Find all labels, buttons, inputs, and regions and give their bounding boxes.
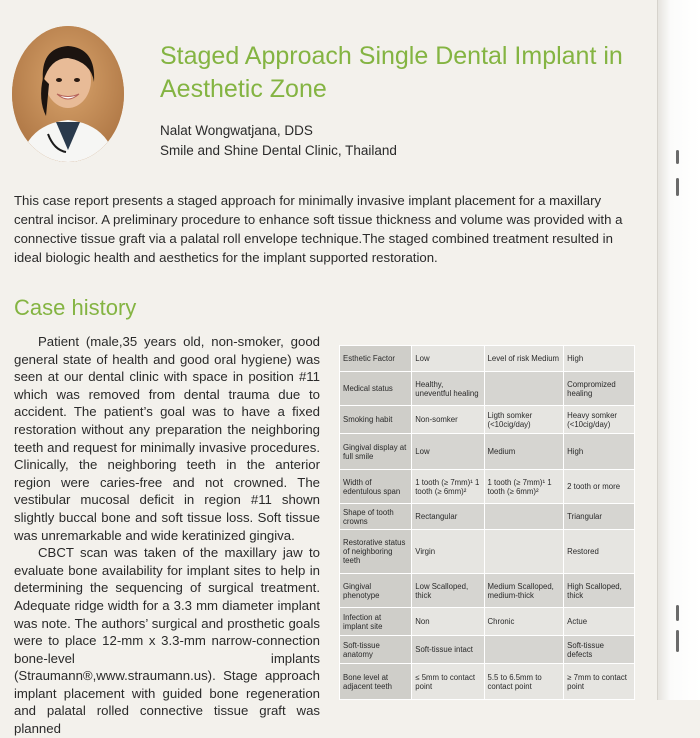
table-cell bbox=[484, 636, 564, 664]
table-cell: 5.5 to 6.5mm to contact point bbox=[484, 664, 564, 700]
table-cell: High bbox=[564, 346, 635, 372]
body-paragraph: CBCT scan was taken of the maxillary jaw to evaluate bone availability for implant sites to help in determining the sequencing of surgical treatment. Adequate ridge width for a 3.3 mm diameter implant was note. The authors’ surgical and prosthetic goals were to place 12-mm x 3.3-mm narrow-connection bone-level implants (Straumann®,www.straumann.us). Stage approach implant placement with guided bone regeneration and palatal rolled connective tissue graft was planned bbox=[14, 545, 320, 737]
table-cell bbox=[484, 504, 564, 530]
case-history-body bbox=[14, 333, 320, 738]
binding-mark bbox=[676, 630, 679, 652]
table-cell: Restorative status of neighboring teeth bbox=[340, 530, 412, 574]
table-row bbox=[340, 574, 635, 608]
table-cell: Heavy somker (<10cig/day) bbox=[564, 406, 635, 434]
table-cell: Shape of tooth crowns bbox=[340, 504, 412, 530]
table-cell: Healthy, uneventful healing bbox=[412, 372, 484, 406]
table-row bbox=[340, 664, 635, 700]
table-row bbox=[340, 346, 635, 372]
section-heading: Case history bbox=[14, 295, 137, 320]
table-cell: High bbox=[564, 434, 635, 470]
table-cell: Actue bbox=[564, 608, 635, 636]
table-cell bbox=[484, 530, 564, 574]
table-cell: 1 tooth (≥ 7mm)¹ 1 tooth (≥ 6mm)² bbox=[412, 470, 484, 504]
table-cell: Virgin bbox=[412, 530, 484, 574]
table-cell: 2 tooth or more bbox=[564, 470, 635, 504]
abstract: This case report presents a staged approach for minimally invasive implant placement for a maxillary central incisor. A preliminary procedure to enhance soft tissue thickness and volume was provided with a connective tissue graft via a palatal roll envelope technique.The staged combined treatment resulted in ideal biologic health and aesthetics for the implant supported restoration. bbox=[14, 193, 623, 265]
author-block bbox=[160, 121, 397, 161]
page-edge bbox=[657, 0, 700, 700]
table-row bbox=[340, 636, 635, 664]
table-cell: Level of risk Medium bbox=[484, 346, 564, 372]
table-cell: Width of edentulous span bbox=[340, 470, 412, 504]
table-cell: Infection at implant site bbox=[340, 608, 412, 636]
table-row bbox=[340, 406, 635, 434]
table-cell: Bone level at adjacent teeth bbox=[340, 664, 412, 700]
table-cell: ≤ 5mm to contact point bbox=[412, 664, 484, 700]
body-paragraph: Patient (male,35 years old, non-smoker, good general state of health and good oral hygiene) was seen at our dental clinic with space in position #11 which was removed from dental trauma due to accident. The patient’s goal was to have a fixed restoration without any preparation the neighboring teeth and request for minimally invasive procedures. Clinically, the neighboring teeth in the anterior region were caries-free and not crowned. The vestibular mucosal deficit in region #11 shown slightly buccal bone and soft tissue loss. Soft tissue was unremarkable and wide keratinized gingiva. bbox=[14, 334, 320, 543]
table-cell: Non-somker bbox=[412, 406, 484, 434]
table-cell: Soft-tissue intact bbox=[412, 636, 484, 664]
table-row bbox=[340, 470, 635, 504]
table-cell: Medium bbox=[484, 434, 564, 470]
table-cell: Non bbox=[412, 608, 484, 636]
table-cell: Soft-tissue defects bbox=[564, 636, 635, 664]
table-cell: Ligth somker (<10cig/day) bbox=[484, 406, 564, 434]
table-cell: 1 tooth (≥ 7mm)¹ 1 tooth (≥ 6mm)² bbox=[484, 470, 564, 504]
binding-mark bbox=[676, 178, 679, 196]
table-row bbox=[340, 530, 635, 574]
table-cell: Low Scalloped, thick bbox=[412, 574, 484, 608]
esthetic-risk-table bbox=[339, 345, 635, 700]
table-cell: Gingival display at full smile bbox=[340, 434, 412, 470]
article-title: Staged Approach Single Dental Implant in Aesthetic Zone bbox=[160, 42, 623, 103]
table-row bbox=[340, 504, 635, 530]
table-cell: Medium Scalloped, medium-thick bbox=[484, 574, 564, 608]
table-cell: Triangular bbox=[564, 504, 635, 530]
table-cell: Restored bbox=[564, 530, 635, 574]
table-cell: Compromized healing bbox=[564, 372, 635, 406]
table-cell bbox=[484, 372, 564, 406]
table-row bbox=[340, 372, 635, 406]
binding-mark bbox=[676, 150, 679, 164]
table-cell: Gingival phenotype bbox=[340, 574, 412, 608]
table-row bbox=[340, 434, 635, 470]
table-cell: Esthetic Factor bbox=[340, 346, 412, 372]
table-cell: Smoking habit bbox=[340, 406, 412, 434]
table-cell: Medical status bbox=[340, 372, 412, 406]
author-portrait bbox=[12, 26, 124, 162]
author-name: Nalat Wongwatjana, DDS bbox=[160, 123, 313, 138]
author-affiliation: Smile and Shine Dental Clinic, Thailand bbox=[160, 143, 397, 158]
binding-mark bbox=[676, 605, 679, 621]
table-cell: Low bbox=[412, 434, 484, 470]
table-row bbox=[340, 608, 635, 636]
table-cell: ≥ 7mm to contact point bbox=[564, 664, 635, 700]
table-cell: Chronic bbox=[484, 608, 564, 636]
table-cell: Low bbox=[412, 346, 484, 372]
table-cell: High Scalloped, thick bbox=[564, 574, 635, 608]
table-cell: Soft-tissue anatomy bbox=[340, 636, 412, 664]
table-cell: Rectangular bbox=[412, 504, 484, 530]
